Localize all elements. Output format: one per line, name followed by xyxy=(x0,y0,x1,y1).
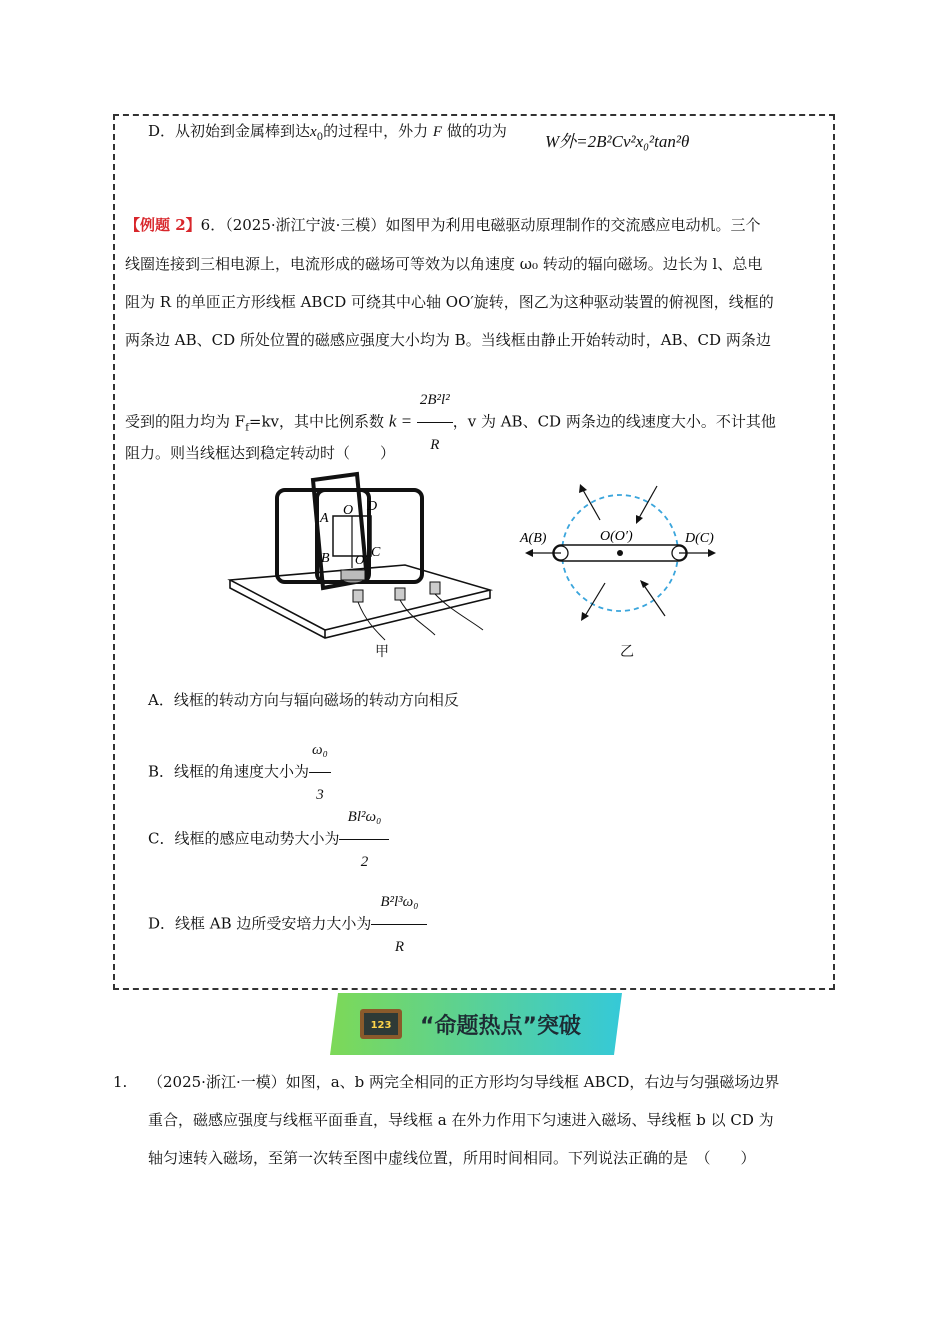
prev-option-d-mid: 的过程中，外力 xyxy=(323,122,429,140)
option-a: A．线框的转动方向与辐向磁场的转动方向相反 xyxy=(148,691,459,709)
option-d-fraction xyxy=(371,880,427,969)
example-tag: 【例题 2】 xyxy=(125,216,201,234)
option-c-label: C．线框的感应电动势大小为 xyxy=(148,829,340,848)
figure-top-view xyxy=(515,478,740,628)
q1-number: 1. xyxy=(113,1073,128,1091)
example-line-6: 阻力。则当线框达到稳定转动时（ ） xyxy=(125,444,396,462)
x0-symbol: x xyxy=(310,124,317,140)
option-d-den: R xyxy=(394,939,404,955)
banner-title: “命题热点”突破 xyxy=(420,1014,581,1039)
line5-pre: 受到的阻力均为 F xyxy=(125,412,246,431)
example-source: （2025·浙江宁波·三模） xyxy=(225,216,386,234)
prev-option-d-end: 做的功为 xyxy=(446,122,507,140)
fig-right-label-dc: D(C) xyxy=(685,531,714,546)
fig-left-label-c: C xyxy=(371,545,381,560)
k-symbol: k = xyxy=(388,411,413,431)
example-number: 6． xyxy=(200,216,226,234)
example-text-1: 如图甲为利用电磁驱动原理制作的交流感应电动机。三个 xyxy=(385,216,761,234)
fig-left-label-a: A xyxy=(320,511,329,526)
fig-left-label-b: B xyxy=(321,551,330,566)
section-banner xyxy=(330,993,622,1055)
line5-mid: =kv，其中比例系数 xyxy=(248,412,385,431)
option-d-num: B²l³ω₀ xyxy=(371,880,427,925)
k-denominator: R xyxy=(430,437,440,453)
example-line-4: 两条边 AB、CD 所处位置的磁感应强度大小均为 B。当线框由静止开始转动时，AB、CD 两条边 xyxy=(125,331,771,349)
example-line-2: 线圈连接到三相电源上，电流形成的磁场可等效为以角速度 ω₀ 转动的辐向磁场。边长为 l、总电 xyxy=(125,255,763,273)
fig-right-label-oo: O(O′) xyxy=(600,529,633,544)
line5-post: ，v 为 AB、CD 两条边的线速度大小。不计其他 xyxy=(452,412,776,431)
option-b-num: ω₀ xyxy=(309,728,331,773)
k-numerator: 2B²l² xyxy=(417,378,453,423)
q1-line-2: 重合，磁感应强度与线框平面垂直，导线框 a 在外力作用下匀速进入磁场、导线框 b 以 CD 为 xyxy=(148,1111,774,1129)
figure-motor xyxy=(225,470,495,660)
option-b-label: B．线框的角速度大小为 xyxy=(148,762,310,781)
option-d xyxy=(148,880,427,969)
fig-right-caption: 乙 xyxy=(620,644,634,660)
blackboard-icon-text: 123 xyxy=(370,1020,392,1031)
x0-subscript: 0 xyxy=(316,132,324,143)
prev-option-d xyxy=(148,121,507,148)
fig-left-label-o: O xyxy=(343,503,354,518)
fig-left-label-o-prime: O′ xyxy=(355,552,368,567)
blackboard-icon xyxy=(360,1009,402,1039)
example-line-1 xyxy=(125,215,760,235)
option-c xyxy=(148,795,389,884)
option-d-label: D．线框 AB 边所受安培力大小为 xyxy=(148,914,372,933)
fig-right-label-ab: A(B) xyxy=(520,531,547,546)
option-b-den: 3 xyxy=(316,787,324,803)
fig-left-caption: 甲 xyxy=(375,644,389,660)
example-line-3: 阻为 R 的单匝正方形线框 ABCD 可绕其中心轴 OO′旋转，图乙为这种驱动装置的俯视图，线框的 xyxy=(125,293,774,311)
option-c-num: Bl²ω₀ xyxy=(339,795,389,840)
q1-line-3: 轴匀速转入磁场，至第一次转至图中虚线位置，所用时间相同。下列说法正确的是 （ ） xyxy=(148,1149,756,1167)
option-c-den: 2 xyxy=(360,854,369,870)
k-fraction xyxy=(417,378,453,467)
force-symbol: F xyxy=(432,124,443,140)
q1-line-1: （2025·浙江·一模）如图，a、b 两完全相同的正方形均匀导线框 ABCD，右边与匀强磁场边界 xyxy=(148,1073,780,1091)
work-formula: W外=2B²Cv²x₀²tan²θ xyxy=(545,132,690,151)
option-c-fraction xyxy=(339,795,389,884)
prev-option-d-label: D．从初始到金属棒到达 xyxy=(148,122,311,140)
fig-left-label-d: D xyxy=(367,499,378,514)
friction-subscript: f xyxy=(245,422,249,434)
